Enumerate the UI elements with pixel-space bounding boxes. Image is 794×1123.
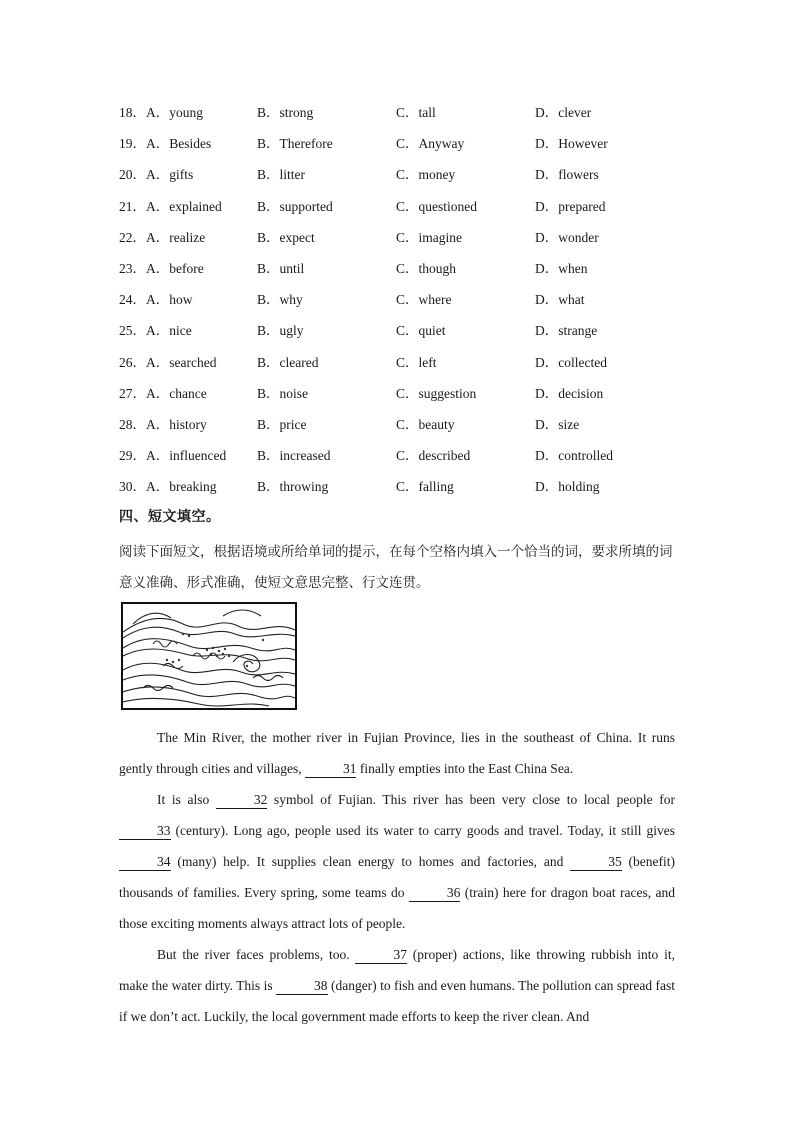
passage-text: (many) help. It supplies clean energy to homes and factories, and: [170, 854, 571, 869]
passage-text: (century). Long ago, people used its water to carry goods and travel. Today, it still gives: [170, 823, 675, 838]
option-b: B．until: [257, 260, 305, 276]
passage-text: finally empties into the East China Sea.: [356, 761, 574, 776]
option-a: 25．A．nice: [119, 323, 192, 339]
option-c: C．suggestion: [396, 385, 477, 401]
option-d: D．what: [535, 292, 585, 308]
option-c: C．where: [396, 292, 452, 308]
option-d: D．flowers: [535, 167, 599, 183]
option-b: B．Therefore: [257, 136, 333, 152]
option-row: [119, 101, 679, 132]
option-c: C．though: [396, 260, 457, 276]
option-row: [119, 382, 679, 413]
option-row: [119, 413, 679, 444]
option-b: B．strong: [257, 105, 314, 120]
answer-options: [119, 101, 679, 506]
option-a: 22．A．realize: [119, 229, 206, 245]
option-row: [119, 288, 679, 319]
option-b: B．noise: [257, 385, 309, 401]
option-d: D．prepared: [535, 198, 606, 214]
option-row: [119, 226, 679, 257]
passage-text: symbol of Fujian. This river has been very close to local people for: [267, 792, 675, 807]
option-d: D．when: [535, 260, 588, 276]
option-a: 20．A．gifts: [119, 167, 194, 183]
option-a: 18．A．young: [119, 105, 203, 120]
option-b: B．why: [257, 292, 303, 308]
option-c: C．Anyway: [396, 136, 465, 152]
option-b: B．expect: [257, 229, 315, 245]
option-a: 30．A．breaking: [119, 479, 217, 495]
paragraph-1: [119, 722, 675, 784]
option-d: D．size: [535, 416, 580, 432]
option-d: D．wonder: [535, 229, 599, 245]
option-d: D．strange: [535, 323, 598, 339]
passage-text: (benefit) thousands of families. Every spring, some teams do: [119, 854, 675, 900]
option-c: C．imagine: [396, 229, 462, 245]
option-row: [119, 444, 679, 475]
river-illustration: [121, 602, 297, 710]
option-b: B．price: [257, 416, 307, 432]
paragraph-2: [119, 784, 675, 939]
option-d: D．decision: [535, 385, 604, 401]
section-instruction: 阅读下面短文，根据语境或所给单词的提示，在每个空格内填入一个恰当的词，要求所填的词意义准确、形式准确，使短文意思完整、行文连贯。: [119, 544, 673, 591]
blank-32: 32: [216, 791, 268, 809]
option-row: [119, 195, 679, 226]
blank-35: 35: [570, 853, 622, 871]
option-row: [119, 351, 679, 382]
option-c: C．money: [396, 167, 456, 183]
option-a: 19．A．Besides: [119, 136, 212, 152]
option-row: [119, 257, 679, 288]
section-heading: 四、短文填空。: [119, 509, 221, 525]
wave-drawing-icon: [123, 604, 295, 708]
passage-text: But the river faces problems, too.: [157, 947, 356, 962]
option-d: D．collected: [535, 354, 607, 370]
option-c: C．beauty: [396, 416, 455, 432]
option-c: C．falling: [396, 479, 454, 495]
blank-36: 36: [409, 884, 461, 902]
passage-text: (proper) actions, like throwing rubbish into it, make the water dirty. This is: [119, 947, 675, 993]
paragraph-3: [119, 939, 675, 1032]
option-d: D．holding: [535, 479, 600, 495]
blank-33: 33: [119, 822, 171, 840]
option-a: 29．A．influenced: [119, 448, 227, 464]
option-d: D．clever: [535, 105, 592, 120]
blank-38: 38: [276, 977, 328, 995]
option-b: B．throwing: [257, 479, 329, 495]
option-row: [119, 319, 679, 350]
option-c: C．left: [396, 354, 437, 370]
option-d: D．However: [535, 136, 608, 152]
option-row: [119, 163, 679, 194]
passage-text: (danger) to fish and even humans. The pollution can spread fast if we don’t act. Luckily, the local government made efforts to keep the river clean. And: [119, 978, 675, 1024]
blank-31: 31: [305, 760, 357, 778]
option-b: B．litter: [257, 167, 305, 183]
option-b: B．supported: [257, 198, 333, 214]
option-d: D．controlled: [535, 448, 613, 464]
option-a: 27．A．chance: [119, 385, 207, 401]
option-b: B．ugly: [257, 323, 304, 339]
option-a: 28．A．history: [119, 416, 207, 432]
passage-text: (train) here for dragon boat races, and those exciting moments always attract lots of people.: [119, 885, 676, 931]
option-a: 23．A．before: [119, 260, 204, 276]
passage-text: The Min River, the mother river in Fujian Province, lies in the southeast of China. It runs gently through cities and villages,: [119, 730, 675, 776]
option-a: 26．A．searched: [119, 354, 217, 370]
option-c: C．questioned: [396, 198, 477, 214]
option-row: [119, 475, 679, 506]
option-c: C．described: [396, 448, 471, 464]
passage-text: It is also: [157, 792, 216, 807]
option-c: C．quiet: [396, 323, 446, 339]
option-a: 21．A．explained: [119, 198, 222, 214]
option-c: C．tall: [396, 105, 436, 120]
cloze-passage: [119, 722, 675, 1032]
blank-34: 34: [119, 853, 171, 871]
blank-37: 37: [355, 946, 407, 964]
option-a: 24．A．how: [119, 292, 193, 308]
option-row: [119, 132, 679, 163]
option-b: B．cleared: [257, 354, 319, 370]
option-b: B．increased: [257, 448, 331, 464]
